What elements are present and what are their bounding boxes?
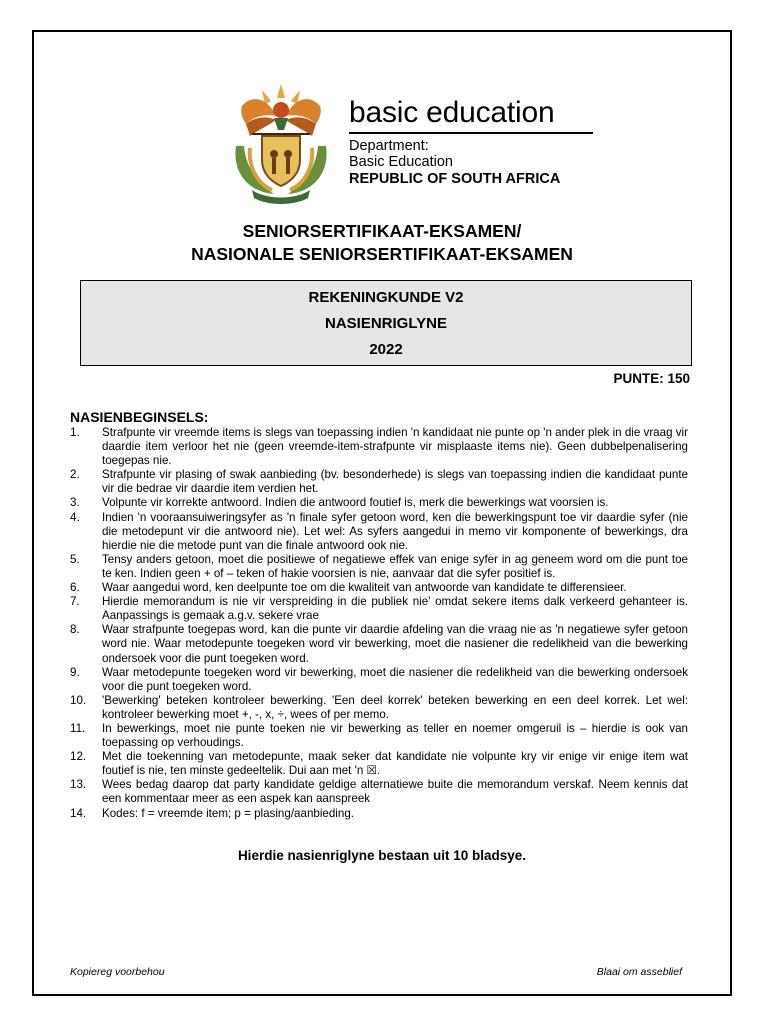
list-item: 1. Strafpunte vir vreemde items is slegs van toepassing indien 'n kandidaat nie punte op 'n ander plek in die vraag vir daardie item verloor het nie (geen vreemde-item-strafpunte vir misplaaste items nie). Geen dubbelpenalisering toegepas nie. bbox=[70, 426, 688, 468]
list-item: 14. Kodes: f = vreemde item; p = plasing/aanbieding. bbox=[70, 806, 354, 820]
list-item: 4. Indien 'n vooraansuiweringsyfer as 'n finale syfer getoon word, ken die bewerkingspunt toe vir daardie syfer (nie die metodepunt vir die antwoord nie). Let wel: As syfers aangedui in memo vir komponente of bewerkings, dra hierdie nie die metode punt van die finale antwoord ook nie. bbox=[70, 510, 688, 552]
list-item: 7. Hierdie memorandum is nie vir verspreiding in die publiek nie' omdat sekere items dalk verkeerd gehanteer is. Aanpassings is gemaak a.g.v. sekere vrae bbox=[70, 595, 688, 623]
exam-title-line-1: SENIORSERTIFIKAAT-EKSAMEN/ bbox=[242, 221, 522, 241]
list-item: 2. Strafpunte vir plasing of swak aanbieding (bv. besonderhede) is slegs van toepassing indien die kandidaat punte vir die bedrae vir daardie item verdien het. bbox=[70, 468, 688, 496]
list-item: 6. Waar aangedui word, ken deelpunte toe om die kwaliteit van antwoorde van kandidate te differensieer. bbox=[70, 581, 627, 595]
list-item: 8. Waar strafpunte toegepas word, kan die punte vir daardie afdeling van die vraag nie as 'n negatiewe syfer getoon word nie. Waar metodepunte toegeken word vir bewerking, moet die nasiener die redelikheid van die bewerking ondersoek voor die punt toegeken word. bbox=[70, 623, 688, 665]
department-name: Basic Education bbox=[349, 154, 453, 170]
page-count-note: Hierdie nasienriglyne bestaan uit 10 bladsye. bbox=[237, 848, 527, 863]
brand-block bbox=[349, 96, 593, 187]
document-type: NASIENRIGLYNE bbox=[325, 315, 447, 332]
brand-title: basic education bbox=[349, 96, 555, 129]
total-marks: PUNTE: 150 bbox=[613, 371, 690, 386]
footer-copyright: Kopiereg voorbehou bbox=[70, 966, 165, 978]
principles-heading: NASIENBEGINSELS: bbox=[70, 409, 209, 425]
exam-title-line-2: NASIONALE SENIORSERTIFIKAAT-EKSAMEN bbox=[191, 244, 573, 264]
list-item: 12. Met die toekenning van metodepunte, maak seker dat kandidate nie volpunte kry vir enige vir enige item wat foutief is nie, ten minste gedeeltelik. Dui aan met 'n ☒. bbox=[70, 750, 688, 778]
header-logo bbox=[222, 76, 602, 226]
list-item: 9. Waar metodepunte toegeken word vir bewerking, moet die nasiener die redelikheid van die bewerking ondersoek voor die punt toegeken word. bbox=[70, 665, 688, 693]
subject-box bbox=[80, 280, 692, 366]
list-item: 10. 'Bewerking' beteken kontroleer bewerking. 'Een deel korrek' beteken bewerking en een deel korrek. Let wel: kontroleer bewerking moet +, -, x, ÷, wees of per memo. bbox=[70, 693, 688, 721]
list-item: 11. In bewerkings, moet nie punte toeken nie vir bewerking as teller en noemer omgeruil is – hierdie is ook van toepassing op verhoudings. bbox=[70, 721, 688, 750]
brand-divider bbox=[349, 132, 593, 134]
list-item: 5. Tensy anders getoon, moet die positiewe of negatiewe effek van enige syfer in ag geneem word om die punt toe te ken. Indien geen + of – teken of hakie voorsien is nie, aanvaar dat die syfer positief is. bbox=[70, 552, 688, 580]
country-name: REPUBLIC OF SOUTH AFRICA bbox=[349, 170, 561, 187]
subject-name: REKENINGKUNDE V2 bbox=[308, 289, 464, 306]
principles-list bbox=[70, 426, 688, 821]
document-page bbox=[32, 30, 732, 996]
department-label: Department: bbox=[349, 137, 429, 154]
exam-title bbox=[34, 220, 730, 266]
footer-turn-over: Blaai om asseblief bbox=[596, 966, 682, 978]
coat-of-arms-icon bbox=[222, 76, 340, 204]
exam-year: 2022 bbox=[369, 341, 403, 358]
list-item: 3. Volpunte vir korrekte antwoord. Indien die antwoord foutief is, merk die bewerkings wat voorsien is. bbox=[70, 496, 609, 510]
list-item: 13. Wees bedag daarop dat party kandidate geldige alternatiewe buite die memorandum verskaf. Neem kennis dat een kommentaar meer as een aspek kan aanspreek bbox=[70, 778, 688, 806]
